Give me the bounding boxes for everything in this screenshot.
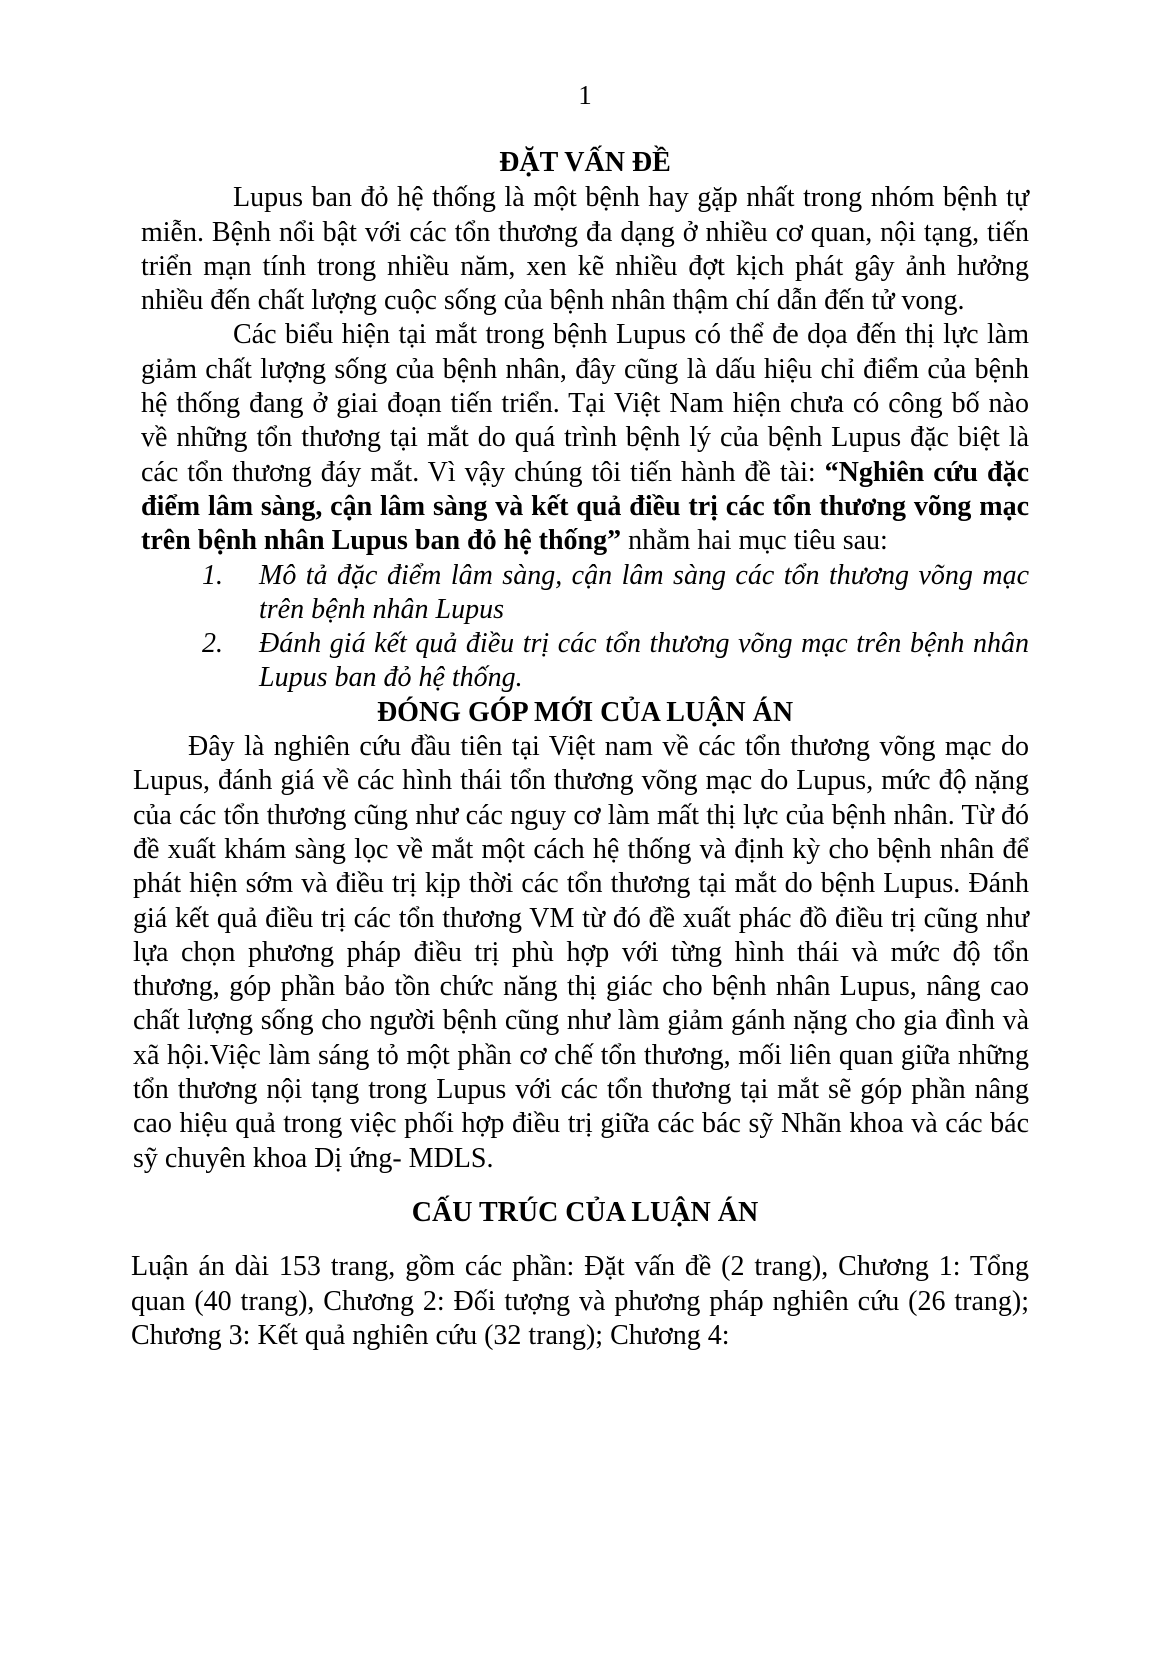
intro-paragraph-2-text: Các biểu hiện tại mắt trong bệnh Lupus có thể đe dọa đến thị lực làm giảm chất lượng sống của bệnh nhân, đây cũng là dấu hiệu chỉ điểm của bệnh hệ thống đang ở giai đoạn tiến triển. Tại Việt Nam hiện chưa có công bố nào về những tổn thương tại mắt do quá trình bệnh lý của bệnh Lupus đặc biệt là các tổn thương đáy mắt. Vì vậy chúng tôi tiến hành đề tài: — [141, 319, 1029, 488]
intro-paragraph-2-end: nhằm hai mục tiêu sau: — [621, 525, 888, 557]
section-title-cau-truc: CẤU TRÚC CỦA LUẬN ÁN — [411, 1196, 759, 1228]
objectives-list — [141, 559, 1029, 696]
structure-paragraph: Luận án dài 153 trang, gồm các phần: Đặt vấn đề (2 trang), Chương 1: Tổng quan (40 trang), Chương 2: Đối tượng và phương pháp nghiên cứu (26 trang); Chương 3: Kết quả nghiên cứu (32 trang); Chương 4: — [131, 1251, 1029, 1351]
intro-paragraph-2 — [141, 318, 1029, 558]
objective-item — [141, 627, 1029, 696]
intro-paragraph-1: Lupus ban đỏ hệ thống là một bệnh hay gặp nhất trong nhóm bệnh tự miễn. Bệnh nổi bật với các tổn thương đa dạng ở nhiều cơ quan, nội tạng, tiến triển mạn tính trong nhiều năm, xen kẽ nhiều đợt kịch phát gây ảnh hưởng nhiều đến chất lượng cuộc sống của bệnh nhân thậm chí dẫn đến tử vong. — [141, 182, 1029, 317]
objective-number: 2. — [202, 628, 223, 660]
objective-text: Mô tả đặc điểm lâm sàng, cận lâm sàng các tổn thương võng mạc trên bệnh nhân Lupus — [259, 559, 1029, 625]
contribution-paragraph: Đây là nghiên cứu đầu tiên tại Việt nam về các tổn thương võng mạc do Lupus, đánh giá về các hình thái tổn thương võng mạc do Lupus, mức độ nặng của các tổn thương cũng như các nguy cơ làm mất thị lực của bệnh nhân. Từ đó đề xuất khám sàng lọc về mắt một cách hệ thống và định kỳ cho bệnh nhân để phát hiện sớm và điều trị kịp thời các tổn thương tại mắt do bệnh Lupus. Đánh giá kết quả điều trị các tổn thương VM từ đó đề xuất phác đồ điều trị cũng như lựa chọn phương pháp điều trị phù hợp với từng hình thái và mức độ tổn thương, góp phần bảo tồn chức năng thị giác cho bệnh nhân Lupus, nâng cao chất lượng sống cho người bệnh cũng như làm giảm gánh nặng cho gia đình và xã hội.Việc làm sáng tỏ một phần cơ chế tổn thương, mối liên quan giữa những tổn thương nội tạng trong Lupus với các tổn thương tại mắt sẽ góp phần nâng cao hiệu quả trong việc phối hợp điều trị giữa các bác sỹ Nhãn khoa và các bác sỹ chuyên khoa Dị ứng- MDLS. — [133, 731, 1029, 1174]
objective-item — [141, 559, 1029, 628]
section-title-dat-van-de: ĐẶT VẤN ĐỀ — [499, 147, 671, 178]
objective-text: Đánh giá kết quả điều trị các tổn thương võng mạc trên bệnh nhân Lupus ban đỏ hệ thống. — [259, 628, 1029, 694]
page-number: 1 — [578, 80, 592, 110]
section-title-dong-gop-moi: ĐÓNG GÓP MỚI CỦA LUẬN ÁN — [376, 696, 794, 728]
thesis-title: “Nghiên cứu đặc điểm lâm sàng, cận lâm sàng và kết quả điều trị các tổn thương võng mạc trên bệnh nhân Lupus ban đỏ hệ thống” — [141, 456, 1029, 557]
page-content — [131, 146, 1029, 1353]
objective-number: 1. — [202, 559, 223, 591]
